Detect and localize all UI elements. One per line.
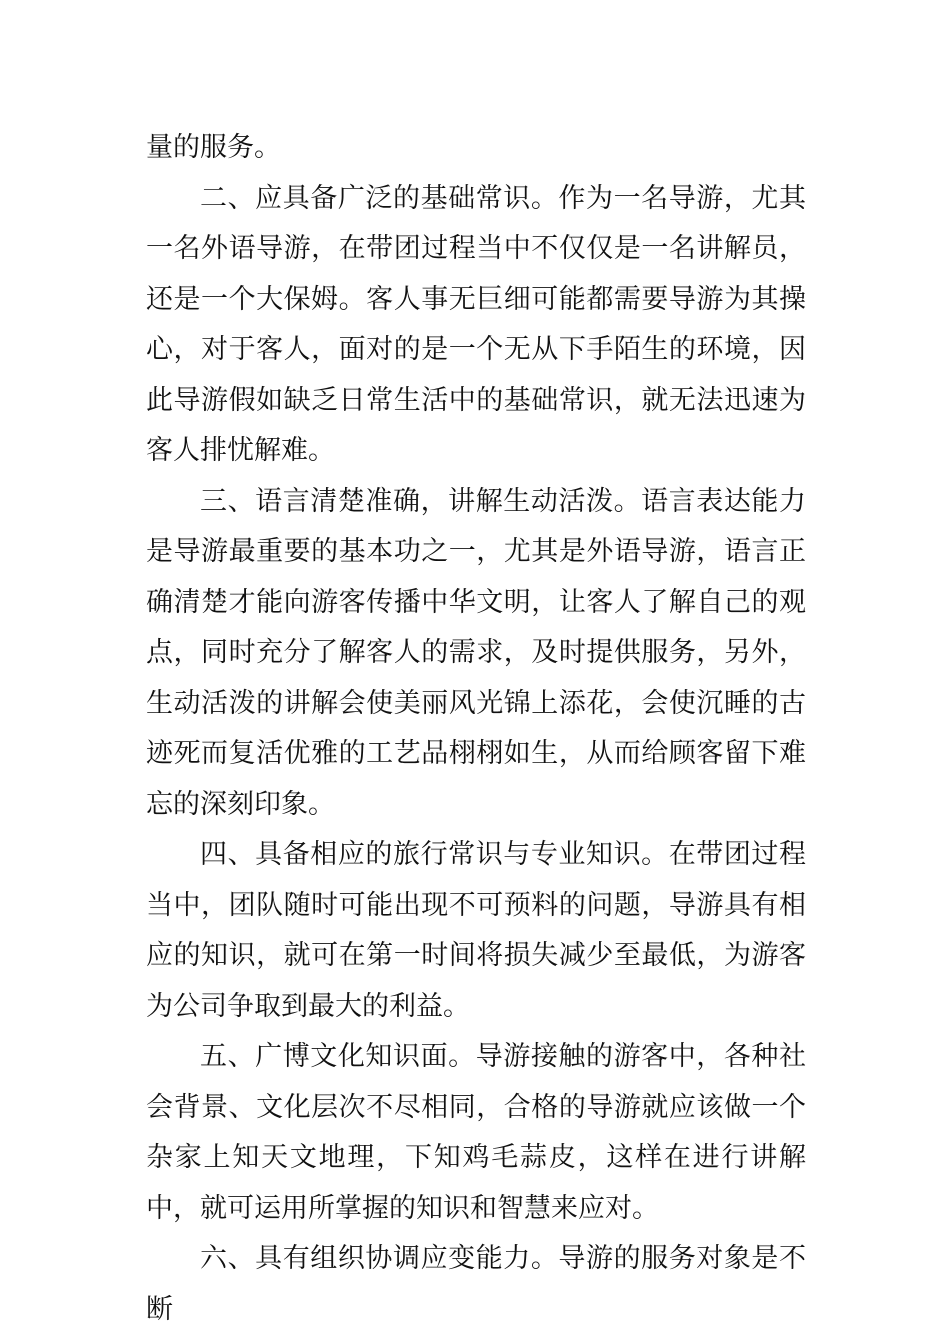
- paragraph-language-skills: 三、语言清楚准确，讲解生动活泼。语言表达能力是导游最重要的基本功之一，尤其是外语导游，语言正确清楚才能向游客传播中华文明，让客人了解自己的观点，同时充分了解客人的需求，及时提供服务，另外，生动活泼的讲解会使美丽风光锦上添花，会使沉睡的古迹死而复活优雅的工艺品栩栩如生，从而给顾客留下难忘的深刻印象。: [146, 485, 806, 820]
- paragraph-basic-knowledge: 二、应具备广泛的基础常识。作为一名导游，尤其一名外语导游，在带团过程当中不仅仅是一名讲解员，还是一个大保姆。客人事无巨细可能都需要导游为其操心，对于客人，面对的是一个无从下手陌生的环境，因此导游假如缺乏日常生活中的基础常识，就无法迅速为客人排忧解难。: [146, 182, 806, 466]
- paragraph-continuation: 量的服务。: [146, 132, 281, 163]
- document-body: [146, 123, 806, 1335]
- paragraph-cultural-knowledge: 五、广博文化知识面。导游接触的游客中，各种社会背景、文化层次不尽相同，合格的导游就应该做一个杂家上知天文地理，下知鸡毛蒜皮，这样在进行讲解中，就可运用所掌握的知识和智慧来应对。: [146, 1041, 806, 1224]
- paragraph-coordination-ability: 六、具有组织协调应变能力。导游的服务对象是不断: [146, 1243, 806, 1325]
- paragraph-travel-knowledge: 四、具备相应的旅行常识与专业知识。在带团过程当中，团队随时可能出现不可预料的问题，导游具有相应的知识，就可在第一时间将损失减少至最低，为游客为公司争取到最大的利益。: [146, 839, 806, 1022]
